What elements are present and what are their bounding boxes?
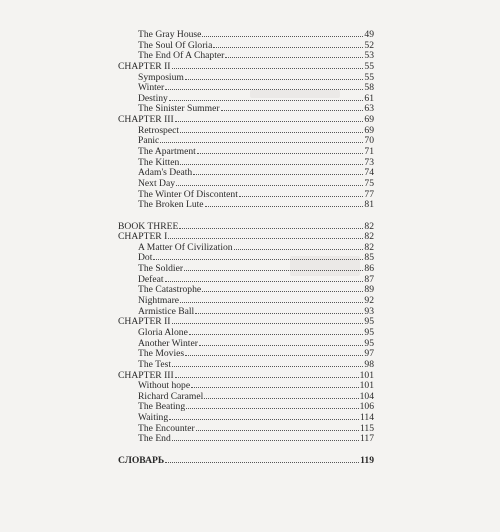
toc-entry-page-number: 97 — [364, 348, 374, 360]
toc-entry — [118, 401, 374, 412]
toc-entry-title: Adam's Death — [138, 167, 193, 179]
toc-entry-page-number: 73 — [364, 156, 374, 168]
toc-entry — [118, 189, 374, 200]
toc-entry — [118, 338, 374, 349]
dot-leader — [185, 348, 363, 356]
toc-entry-page-number: 74 — [364, 167, 374, 179]
toc-entry — [118, 157, 374, 168]
dot-leader — [175, 370, 359, 378]
toc-entry — [118, 284, 374, 295]
toc-entry-page-number: 85 — [364, 252, 374, 264]
toc-entry-page-number: 95 — [364, 326, 374, 338]
toc-entry — [118, 348, 374, 359]
toc-entry-title: Dot — [138, 252, 153, 264]
toc-entry-page-number: 101 — [359, 380, 374, 392]
dot-leader — [180, 125, 363, 133]
toc-entry-title: Next Day — [138, 177, 176, 189]
toc-entry-title: The Movies — [138, 348, 185, 360]
toc-heading-entry — [118, 231, 374, 242]
dot-leader — [189, 327, 364, 335]
toc-entry-title: The End Of A Chapter — [138, 50, 225, 62]
toc-entry-title: The Beating — [138, 401, 186, 413]
dot-leader — [186, 401, 358, 409]
dot-leader — [193, 167, 363, 175]
toc-entry — [118, 263, 374, 274]
toc-entry-page-number: 117 — [359, 433, 374, 445]
toc-entry-title: Gloria Alone — [138, 326, 188, 338]
dot-leader — [172, 316, 364, 324]
toc-entry-title: Symposium — [138, 71, 184, 83]
toc-entry-title: CHAPTER II — [118, 60, 171, 72]
toc-entry-title: CHAPTER I — [118, 231, 168, 243]
toc-entry-title: CHAPTER III — [118, 114, 174, 126]
toc-entry-title: Nightmare — [138, 295, 180, 307]
toc-entry — [118, 327, 374, 338]
dot-leader — [169, 412, 359, 420]
dot-leader — [221, 103, 364, 111]
dot-leader — [213, 40, 363, 48]
toc-entry-page-number: 89 — [364, 284, 374, 296]
toc-entry — [118, 423, 374, 434]
toc-entry-title: Defeat — [138, 273, 164, 285]
toc-entry-page-number: 82 — [364, 220, 374, 232]
toc-entry — [118, 252, 374, 263]
toc-heading-entry — [118, 316, 374, 327]
dot-leader — [180, 157, 363, 165]
toc-spacer — [118, 444, 374, 455]
toc-entry-title: Richard Caramel — [138, 390, 204, 402]
dot-leader — [191, 380, 359, 388]
table-of-contents — [118, 29, 374, 465]
dot-leader — [202, 284, 363, 292]
toc-entry — [118, 29, 374, 40]
toc-entry-page-number: 61 — [364, 92, 374, 104]
toc-entry-page-number: 58 — [364, 82, 374, 94]
toc-entry-page-number: 55 — [364, 60, 374, 72]
toc-entry — [118, 412, 374, 423]
dot-leader — [204, 391, 358, 399]
toc-entry-page-number: 49 — [364, 29, 374, 40]
dot-leader — [160, 135, 363, 143]
toc-entry-page-number: 69 — [364, 114, 374, 126]
toc-entry — [118, 167, 374, 178]
toc-entry-title: BOOK THREE — [118, 220, 179, 232]
dot-leader — [176, 178, 363, 186]
toc-entry — [118, 103, 374, 114]
toc-entry — [118, 125, 374, 136]
toc-entry — [118, 295, 374, 306]
toc-entry-title: The End — [138, 433, 171, 445]
toc-entry-title: Without hope — [138, 380, 191, 392]
dot-leader — [172, 61, 364, 69]
toc-entry-page-number: 75 — [364, 177, 374, 189]
dot-leader — [179, 221, 363, 229]
toc-entry-page-number: 101 — [359, 369, 374, 381]
toc-entry-page-number: 86 — [364, 263, 374, 275]
toc-heading-entry — [118, 370, 374, 381]
toc-entry — [118, 380, 374, 391]
toc-entry-page-number: 71 — [364, 146, 374, 158]
toc-entry-page-number: 55 — [364, 71, 374, 83]
toc-entry-title: The Test — [138, 358, 171, 370]
dot-leader — [180, 295, 363, 303]
toc-entry-page-number: 70 — [364, 135, 374, 147]
toc-entry-page-number: 82 — [364, 231, 374, 243]
dot-leader — [202, 29, 363, 37]
toc-entry-page-number: 104 — [359, 390, 374, 402]
dot-leader — [205, 199, 364, 207]
toc-entry-title: СЛОВАРЬ — [118, 454, 165, 466]
dot-leader — [169, 93, 364, 101]
toc-entry-page-number: 119 — [360, 454, 374, 466]
toc-heading-entry — [118, 221, 374, 232]
dot-leader — [172, 433, 359, 441]
toc-entry-title: Armistice Ball — [138, 305, 195, 317]
toc-entry-page-number: 92 — [364, 295, 374, 307]
toc-entry-title: Panic — [138, 135, 160, 147]
toc-heading-entry — [118, 455, 374, 466]
toc-entry-page-number: 77 — [364, 188, 374, 200]
dot-leader — [184, 263, 363, 271]
dot-leader — [234, 242, 364, 250]
toc-entry-page-number: 114 — [359, 412, 374, 424]
toc-spacer — [118, 210, 374, 221]
toc-entry — [118, 391, 374, 402]
toc-entry-page-number: 63 — [364, 103, 374, 115]
toc-entry-title: A Matter Of Civilization — [138, 241, 233, 253]
toc-entry-title: The Soul Of Gloria — [138, 39, 213, 51]
toc-entry — [118, 40, 374, 51]
toc-entry — [118, 135, 374, 146]
toc-entry-page-number: 98 — [364, 358, 374, 370]
toc-entry — [118, 306, 374, 317]
toc-entry-page-number: 106 — [359, 401, 374, 413]
dot-leader — [195, 306, 363, 314]
toc-entry-page-number: 93 — [364, 305, 374, 317]
dot-leader — [165, 455, 359, 463]
toc-entry — [118, 146, 374, 157]
toc-entry-title: The Kitten — [138, 156, 180, 168]
dot-leader — [172, 359, 363, 367]
toc-heading-entry — [118, 114, 374, 125]
toc-entry-page-number: 52 — [364, 39, 374, 51]
toc-entry-page-number: 82 — [364, 241, 374, 253]
toc-heading-entry — [118, 61, 374, 72]
dot-leader — [197, 146, 364, 154]
toc-entry-title: The Catastrophe — [138, 284, 202, 296]
toc-entry — [118, 178, 374, 189]
toc-entry — [118, 242, 374, 253]
toc-entry — [118, 93, 374, 104]
toc-entry-title: The Gray House — [138, 29, 202, 40]
toc-entry-page-number: 115 — [359, 422, 374, 434]
toc-entry-title: Waiting — [138, 412, 169, 424]
toc-entry-title: The Sinister Summer — [138, 103, 220, 115]
dot-leader — [196, 423, 359, 431]
dot-leader — [153, 252, 363, 260]
toc-entry-title: The Encounter — [138, 422, 195, 434]
dot-leader — [185, 72, 364, 80]
dot-leader — [175, 114, 364, 122]
toc-entry-title: The Soldier — [138, 263, 184, 275]
toc-entry-title: Retrospect — [138, 124, 180, 136]
toc-entry-page-number: 69 — [364, 124, 374, 136]
toc-entry-page-number: 81 — [364, 199, 374, 211]
toc-entry-title: Another Winter — [138, 337, 198, 349]
dot-leader — [239, 189, 364, 197]
toc-entry — [118, 50, 374, 61]
dot-leader — [199, 338, 363, 346]
toc-entry — [118, 199, 374, 210]
dot-leader — [165, 274, 364, 282]
toc-entry-title: Destiny — [138, 92, 168, 104]
dot-leader — [165, 82, 363, 90]
toc-entry — [118, 82, 374, 93]
toc-entry-title: The Apartment — [138, 146, 196, 158]
toc-entry-page-number: 95 — [364, 316, 374, 328]
toc-entry-title: Winter — [138, 82, 165, 94]
toc-entry-page-number: 53 — [364, 50, 374, 62]
toc-entry — [118, 72, 374, 83]
toc-entry — [118, 433, 374, 444]
toc-entry-title: The Winter Of Discontent — [138, 188, 238, 200]
toc-entry — [118, 274, 374, 285]
dot-leader — [225, 50, 363, 58]
toc-entry — [118, 359, 374, 370]
toc-entry-title: CHAPTER III — [118, 369, 174, 381]
toc-entry-page-number: 87 — [364, 273, 374, 285]
dot-leader — [168, 231, 363, 239]
toc-entry-page-number: 95 — [364, 337, 374, 349]
toc-entry-title: CHAPTER II — [118, 316, 171, 328]
toc-entry-title: The Broken Lute — [138, 199, 204, 211]
